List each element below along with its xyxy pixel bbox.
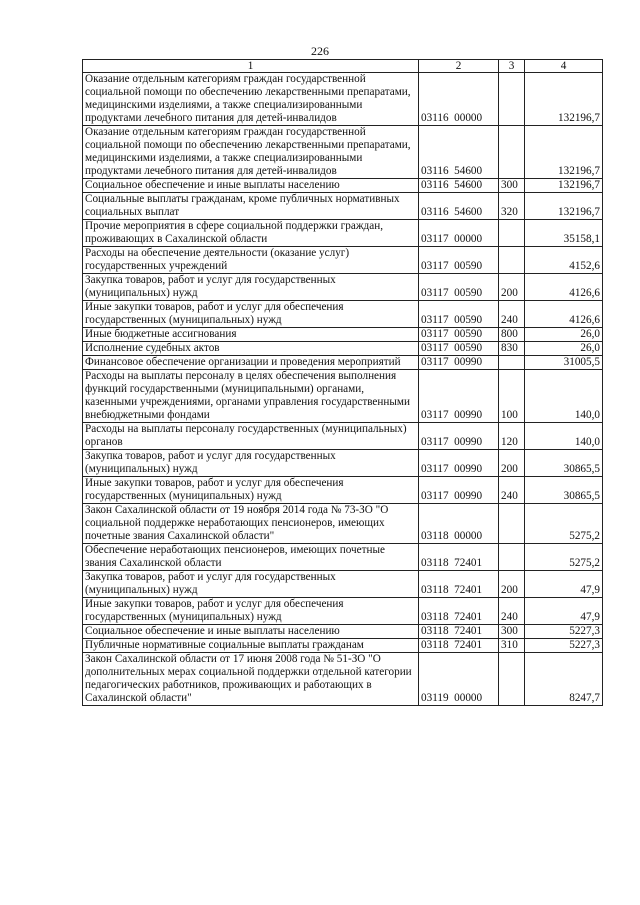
row-code: 03117 00000: [419, 220, 499, 247]
row-amount: 132196,7: [525, 126, 603, 179]
table-row: [83, 220, 603, 247]
row-name: Расходы на выплаты персоналу в целях обеспечения выполнения функций государственными (муниципальными) органами, казенными учреждениями, органами управления государственными внебюджетными фондами: [83, 370, 419, 423]
row-amount: 30865,5: [525, 477, 603, 504]
row-amount: 4126,6: [525, 274, 603, 301]
row-name: Публичные нормативные социальные выплаты гражданам: [83, 639, 419, 653]
row-name: Социальные выплаты гражданам, кроме публичных нормативных социальных выплат: [83, 193, 419, 220]
row-amount: 140,0: [525, 423, 603, 450]
row-name: Иные закупки товаров, работ и услуг для обеспечения государственных (муниципальных) нужд: [83, 598, 419, 625]
row-code: 03117 00990: [419, 423, 499, 450]
row-name: Закон Сахалинской области от 17 июня 2008 года № 51-ЗО "О дополнительных мерах социальной поддержки отдельной категории педагогических работников, проживающих и работающих в Сахалинской области": [83, 653, 419, 706]
header-row: [83, 60, 603, 73]
page-number: 226: [311, 44, 329, 58]
row-expense-type: 310: [499, 639, 525, 653]
row-code: 03119 00000: [419, 653, 499, 706]
row-code: 03118 72401: [419, 544, 499, 571]
row-code: 03118 72401: [419, 639, 499, 653]
row-name: Прочие мероприятия в сфере социальной поддержки граждан, проживающих в Сахалинской области: [83, 220, 419, 247]
column-header-4: 4: [525, 60, 603, 73]
row-expense-type: [499, 544, 525, 571]
row-code: 03117 00990: [419, 370, 499, 423]
row-name: Оказание отдельным категориям граждан государственной социальной помощи по обеспечению лекарственными препаратами, медицинскими изделиями, а также специализированными продуктами лечебного питания для детей-инвалидов: [83, 126, 419, 179]
table-row: [83, 328, 603, 342]
table-row: [83, 370, 603, 423]
row-amount: 8247,7: [525, 653, 603, 706]
table-row: [83, 356, 603, 370]
row-name: Закон Сахалинской области от 19 ноября 2014 года № 73-ЗО "О социальной поддержке неработающих пенсионеров, имеющих почетные звания Сахалинской области": [83, 504, 419, 544]
row-code: 03117 00590: [419, 274, 499, 301]
row-code: 03117 00590: [419, 247, 499, 274]
row-amount: 47,9: [525, 571, 603, 598]
table-body: [83, 73, 603, 706]
row-name: Социальное обеспечение и иные выплаты населению: [83, 179, 419, 193]
row-amount: 132196,7: [525, 179, 603, 193]
row-name: Расходы на выплаты персоналу государственных (муниципальных) органов: [83, 423, 419, 450]
row-amount: 5227,3: [525, 639, 603, 653]
table-row: [83, 193, 603, 220]
table-row: [83, 477, 603, 504]
row-name: Оказание отдельным категориям граждан государственной социальной помощи по обеспечению лекарственными препаратами, медицинскими изделиями, а также специализированными продуктами лечебного питания для детей-инвалидов: [83, 73, 419, 126]
row-name: Социальное обеспечение и иные выплаты населению: [83, 625, 419, 639]
table-row: [83, 653, 603, 706]
table-row: [83, 126, 603, 179]
row-name: Закупка товаров, работ и услуг для государственных (муниципальных) нужд: [83, 274, 419, 301]
row-name: Иные бюджетные ассигнования: [83, 328, 419, 342]
table-row: [83, 639, 603, 653]
row-amount: 5275,2: [525, 504, 603, 544]
row-expense-type: 200: [499, 571, 525, 598]
row-expense-type: 200: [499, 450, 525, 477]
row-name: Обеспечение неработающих пенсионеров, имеющих почетные звания Сахалинской области: [83, 544, 419, 571]
row-code: 03118 00000: [419, 504, 499, 544]
table-row: [83, 450, 603, 477]
row-name: Финансовое обеспечение организации и проведения мероприятий: [83, 356, 419, 370]
table-row: [83, 504, 603, 544]
row-amount: 31005,5: [525, 356, 603, 370]
row-amount: 140,0: [525, 370, 603, 423]
table-row: [83, 247, 603, 274]
column-header-3: 3: [499, 60, 525, 73]
row-expense-type: 240: [499, 477, 525, 504]
row-name: Расходы на обеспечение деятельности (оказание услуг) государственных учреждений: [83, 247, 419, 274]
row-expense-type: 300: [499, 625, 525, 639]
row-expense-type: 200: [499, 274, 525, 301]
table-row: [83, 571, 603, 598]
row-name: Закупка товаров, работ и услуг для государственных (муниципальных) нужд: [83, 571, 419, 598]
row-amount: 132196,7: [525, 73, 603, 126]
row-code: 03117 00590: [419, 301, 499, 328]
row-expense-type: 300: [499, 179, 525, 193]
row-expense-type: 240: [499, 598, 525, 625]
row-expense-type: 240: [499, 301, 525, 328]
row-amount: 4152,6: [525, 247, 603, 274]
row-expense-type: [499, 247, 525, 274]
row-name: Исполнение судебных актов: [83, 342, 419, 356]
column-header-1: 1: [83, 60, 419, 73]
table-row: [83, 625, 603, 639]
budget-table: [82, 59, 603, 706]
row-amount: 26,0: [525, 342, 603, 356]
row-code: 03116 54600: [419, 193, 499, 220]
row-code: 03116 00000: [419, 73, 499, 126]
row-amount: 47,9: [525, 598, 603, 625]
row-amount: 30865,5: [525, 450, 603, 477]
row-code: 03118 72401: [419, 571, 499, 598]
table-row: [83, 423, 603, 450]
table-row: [83, 301, 603, 328]
column-header-2: 2: [419, 60, 499, 73]
table-row: [83, 179, 603, 193]
row-expense-type: [499, 356, 525, 370]
table-row: [83, 274, 603, 301]
row-name: Иные закупки товаров, работ и услуг для обеспечения государственных (муниципальных) нужд: [83, 301, 419, 328]
row-amount: 35158,1: [525, 220, 603, 247]
row-expense-type: 120: [499, 423, 525, 450]
row-code: 03118 72401: [419, 625, 499, 639]
row-amount: 26,0: [525, 328, 603, 342]
row-expense-type: 320: [499, 193, 525, 220]
table-row: [83, 544, 603, 571]
row-name: Иные закупки товаров, работ и услуг для обеспечения государственных (муниципальных) нужд: [83, 477, 419, 504]
row-expense-type: [499, 220, 525, 247]
table-row: [83, 598, 603, 625]
row-amount: 5227,3: [525, 625, 603, 639]
row-code: 03117 00590: [419, 328, 499, 342]
row-expense-type: [499, 653, 525, 706]
row-expense-type: 830: [499, 342, 525, 356]
row-code: 03117 00990: [419, 477, 499, 504]
row-expense-type: [499, 504, 525, 544]
row-name: Закупка товаров, работ и услуг для государственных (муниципальных) нужд: [83, 450, 419, 477]
row-expense-type: 100: [499, 370, 525, 423]
row-expense-type: [499, 73, 525, 126]
table-row: [83, 342, 603, 356]
row-code: 03116 54600: [419, 126, 499, 179]
row-amount: 4126,6: [525, 301, 603, 328]
row-code: 03117 00990: [419, 356, 499, 370]
row-amount: 132196,7: [525, 193, 603, 220]
row-expense-type: [499, 126, 525, 179]
table-row: [83, 73, 603, 126]
row-amount: 5275,2: [525, 544, 603, 571]
row-code: 03117 00990: [419, 450, 499, 477]
row-code: 03118 72401: [419, 598, 499, 625]
row-expense-type: 800: [499, 328, 525, 342]
row-code: 03117 00590: [419, 342, 499, 356]
row-code: 03116 54600: [419, 179, 499, 193]
